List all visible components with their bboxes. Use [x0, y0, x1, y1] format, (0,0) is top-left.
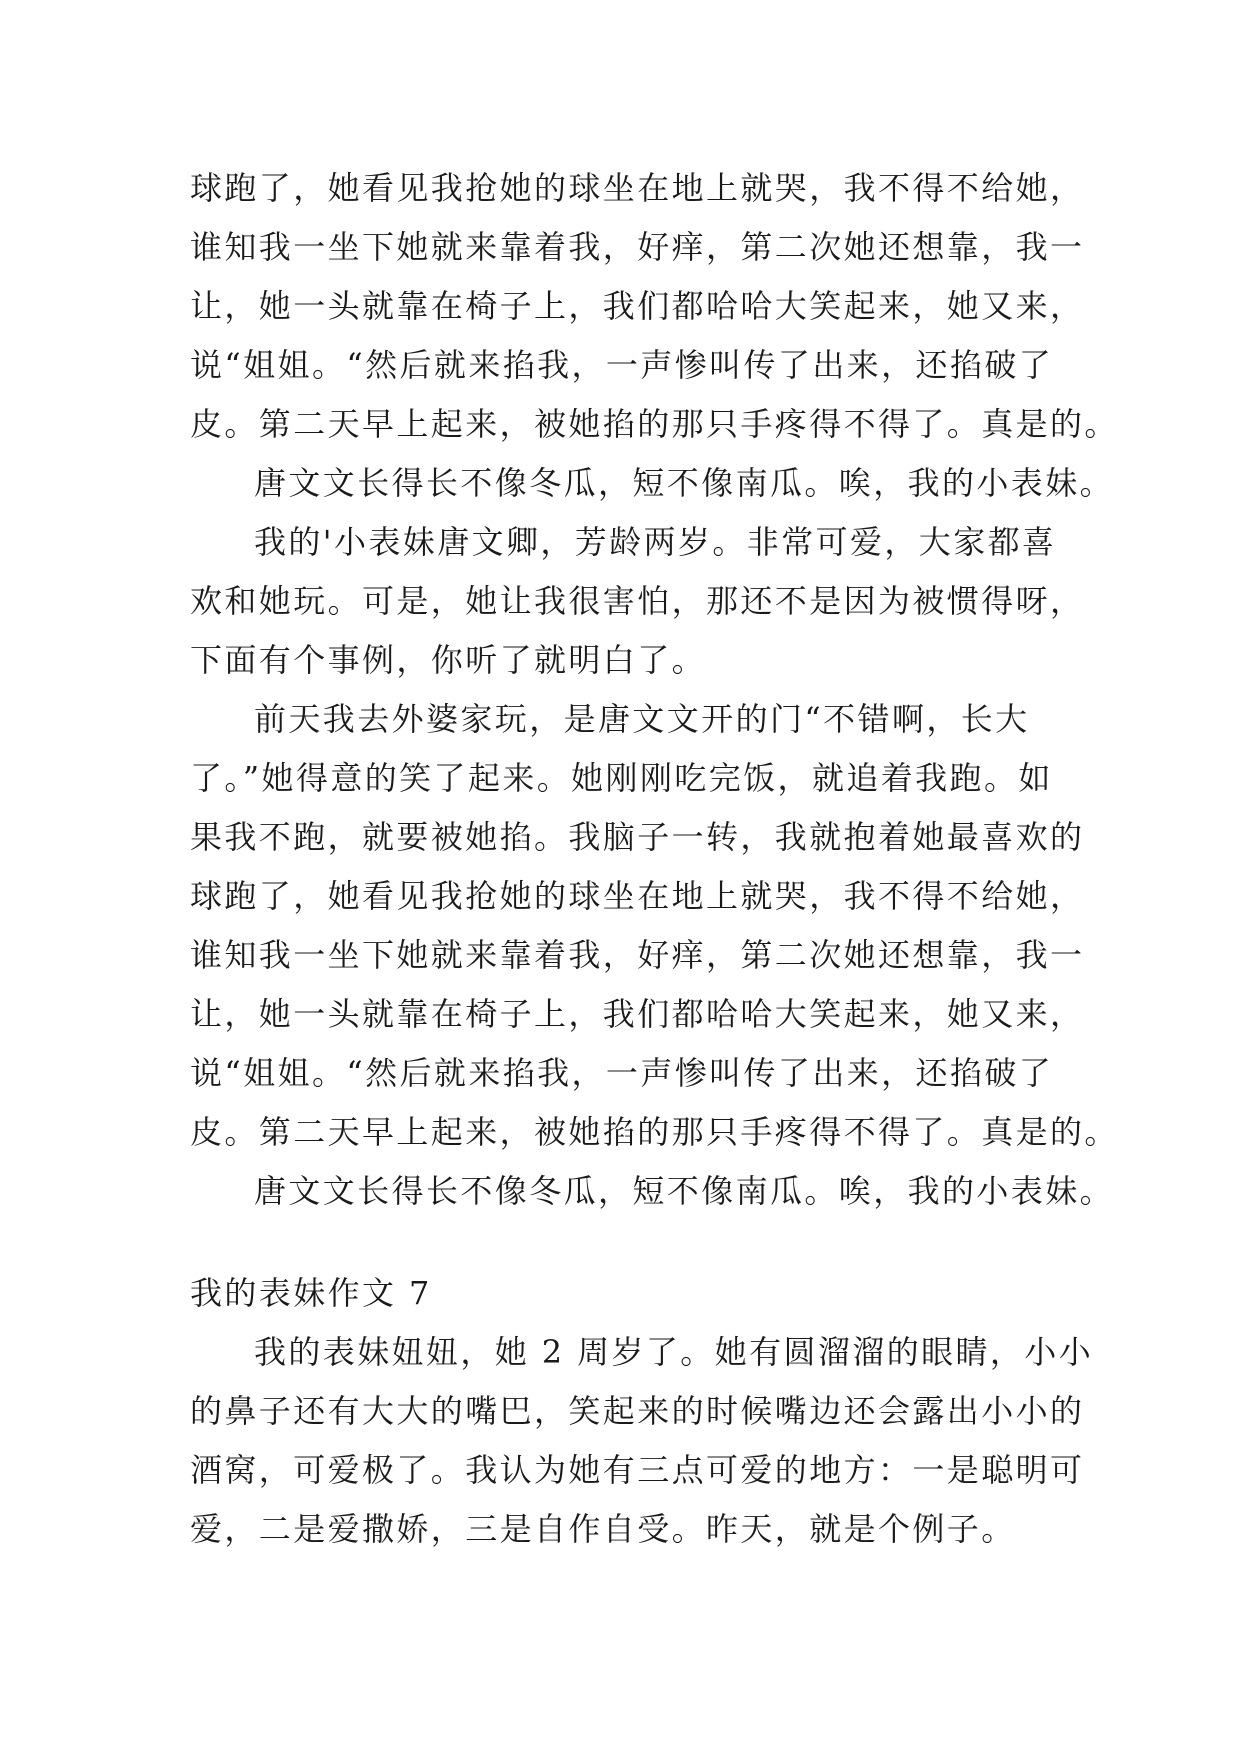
text-line: 下面有个事例，你听了就明白了。: [190, 641, 707, 679]
text-line: 谁知我一坐下她就来靠着我，好痒，第二次她还想靠，我一: [190, 936, 1085, 974]
paragraph-first-line: 唐文文长得长不像冬瓜，短不像南瓜。唉，我的小表妹。: [254, 1172, 1115, 1210]
text-line: 爱，二是爱撒娇，三是自作自受。昨天，就是个例子。: [190, 1510, 1016, 1548]
paragraph-first-line: 唐文文长得长不像冬瓜，短不像南瓜。唉，我的小表妹。: [254, 464, 1115, 502]
text-line: 酒窝，可爱极了。我认为她有三点可爱的地方：一是聪明可: [190, 1451, 1085, 1489]
text-line: 皮。第二天早上起来，被她掐的那只手疼得不得了。真是的。: [190, 1113, 1119, 1151]
text-line: 说“姐姐。“然后就来掐我，一声惨叫传了出来，还掐破了: [190, 1054, 1054, 1092]
text-line: 了。”她得意的笑了起来。她刚刚吃完饭，就追着我跑。如: [190, 759, 1053, 797]
text-line: 的鼻子还有大大的嘴巴，笑起来的时候嘴边还会露出小小的: [190, 1392, 1085, 1430]
section-heading: 我的表妹作文 7: [190, 1274, 432, 1312]
text-line: 球跑了，她看见我抢她的球坐在地上就哭，我不得不给她，: [190, 877, 1085, 915]
text-line: 谁知我一坐下她就来靠着我，好痒，第二次她还想靠，我一: [190, 228, 1085, 266]
text-line: 球跑了，她看见我抢她的球坐在地上就哭，我不得不给她，: [190, 169, 1085, 207]
text-line: 让，她一头就靠在椅子上，我们都哈哈大笑起来，她又来，: [190, 287, 1085, 325]
text-line: 让，她一头就靠在椅子上，我们都哈哈大笑起来，她又来，: [190, 995, 1085, 1033]
paragraph-first-line: 前天我去外婆家玩，是唐文文开的门“不错啊，长大: [254, 700, 1030, 738]
paragraph-first-line: 我的表妹妞妞，她 2 周岁了。她有圆溜溜的眼睛，小小: [254, 1333, 1094, 1371]
text-line: 欢和她玩。可是，她让我很害怕，那还不是因为被惯得呀，: [190, 582, 1085, 620]
paragraph-first-line: 我的'小表妹唐文卿，芳龄两岁。非常可爱，大家都喜: [254, 523, 1057, 561]
text-line: 说“姐姐。“然后就来掐我，一声惨叫传了出来，还掐破了: [190, 346, 1054, 384]
text-line: 果我不跑，就要被她掐。我脑子一转，我就抱着她最喜欢的: [190, 818, 1085, 856]
text-line: 皮。第二天早上起来，被她掐的那只手疼得不得了。真是的。: [190, 405, 1119, 443]
